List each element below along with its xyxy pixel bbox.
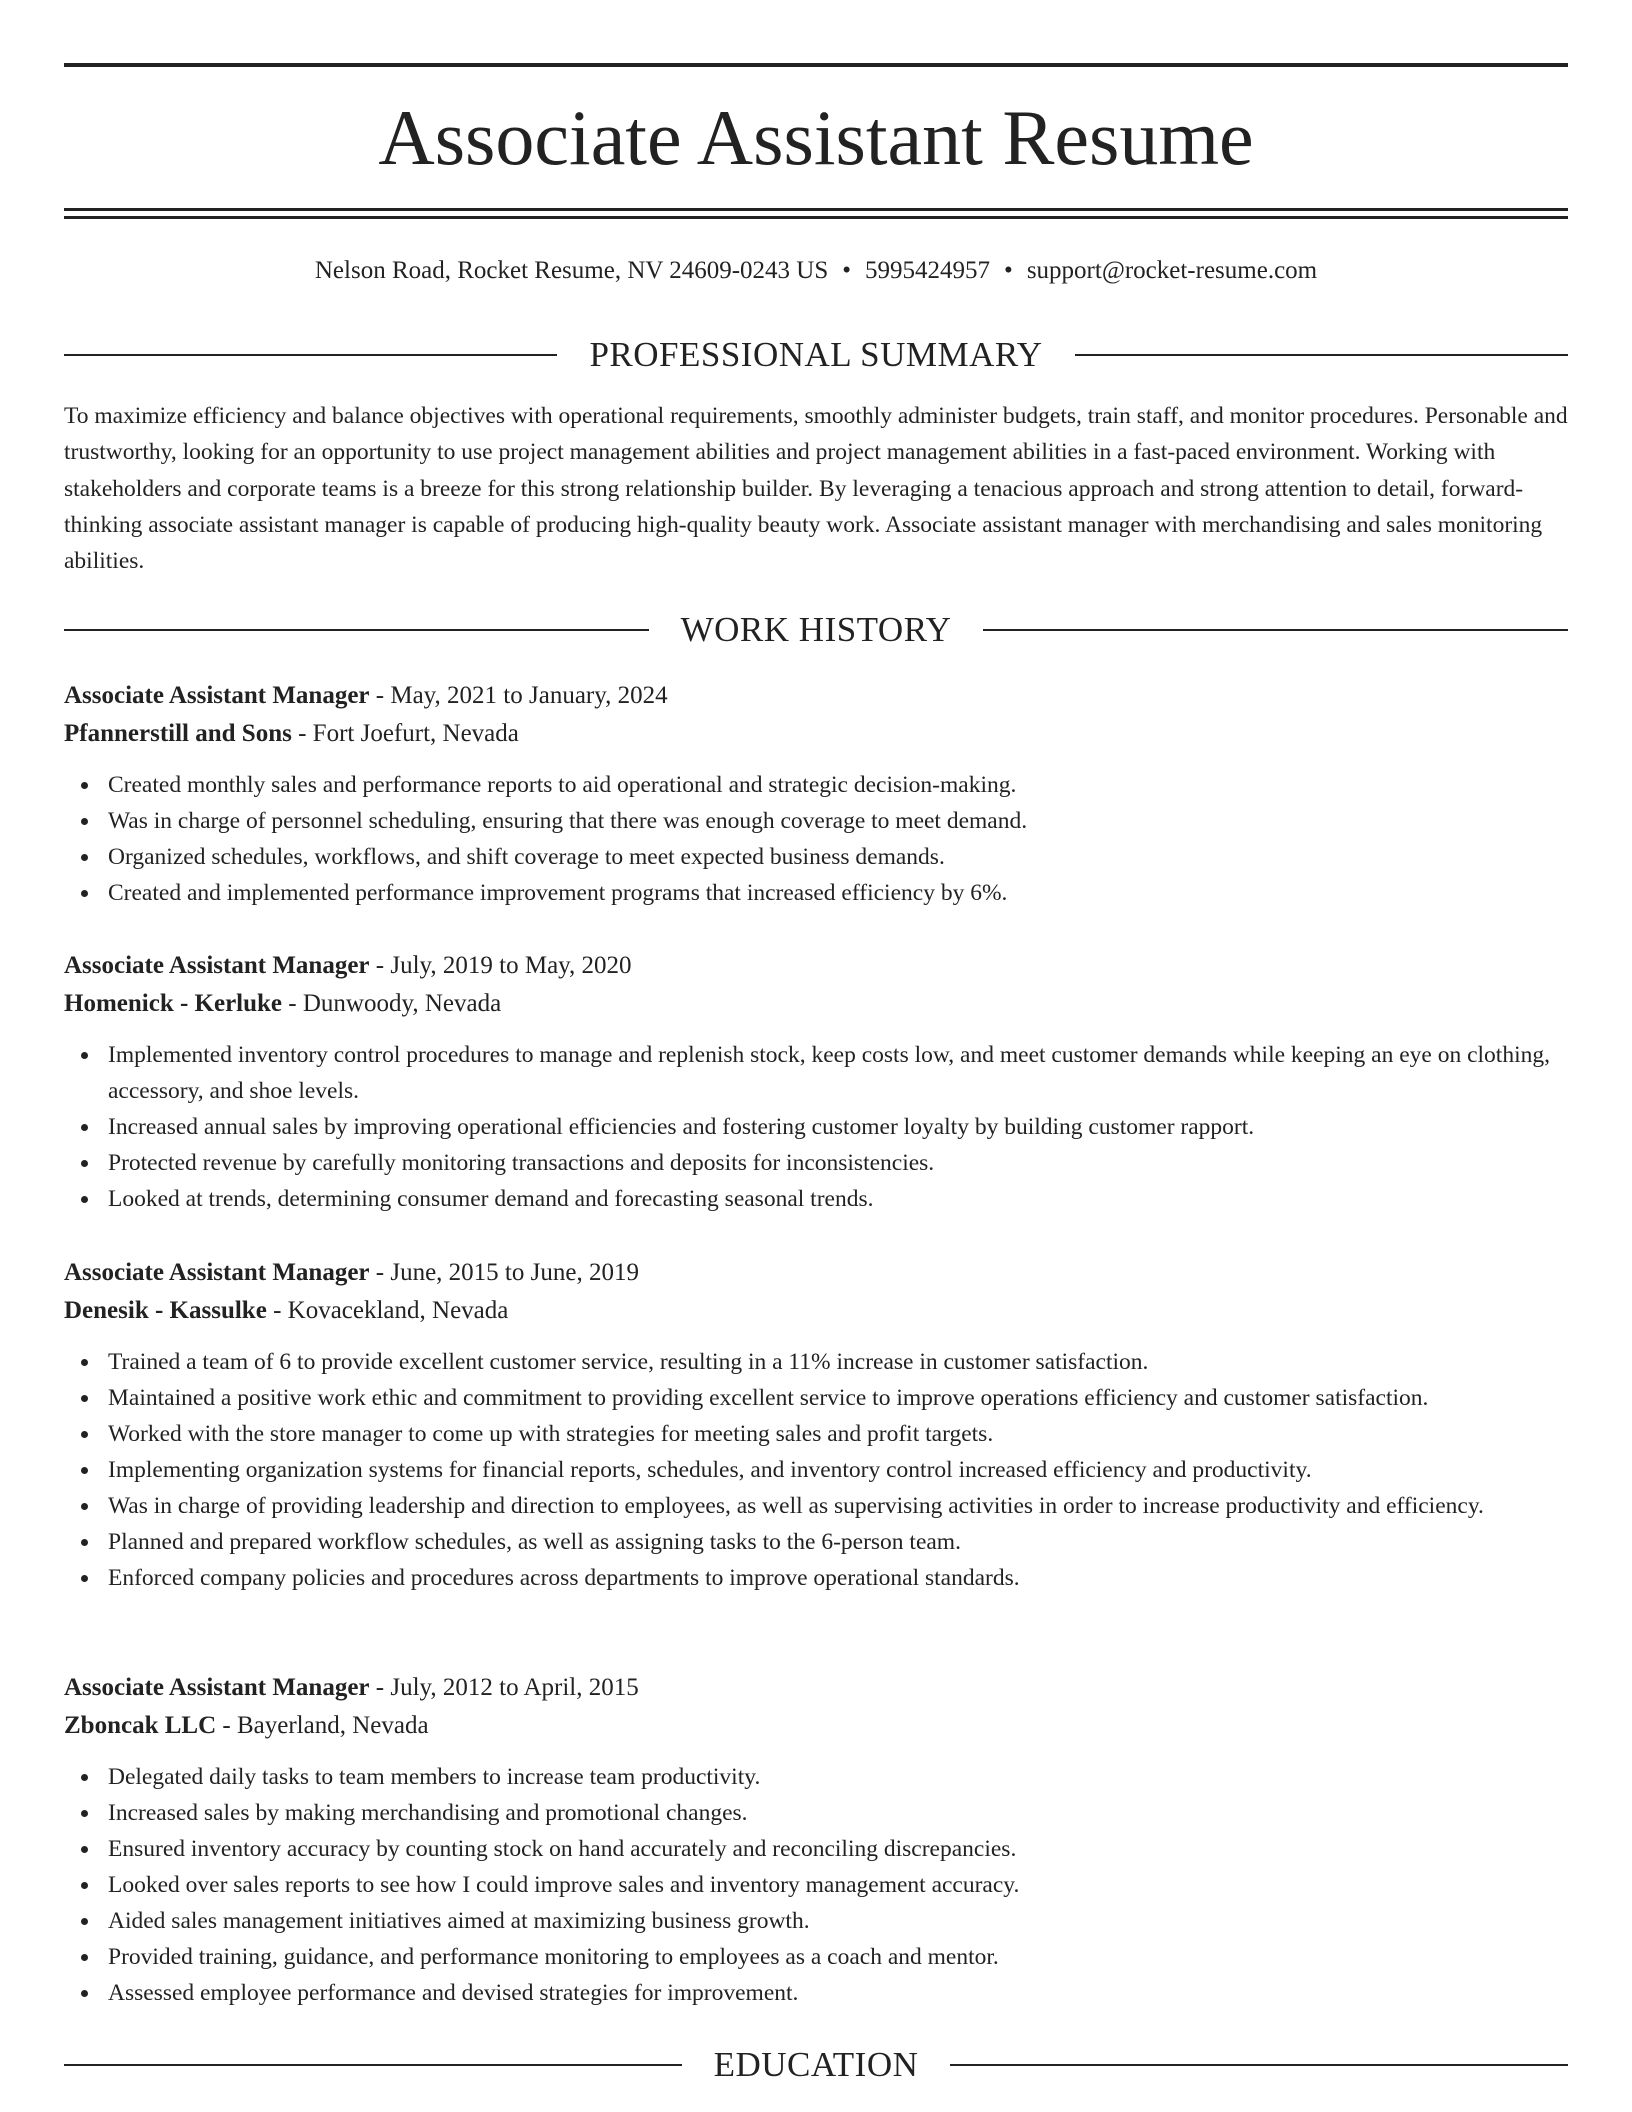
job-title: Associate Assistant Manager <box>64 1259 370 1286</box>
job-company: Homenick - Kerluke <box>64 990 283 1017</box>
job-bullet: Maintained a positive work ethic and commitment to providing excellent service to improve operations efficiency and customer satisfaction. <box>108 1380 1568 1416</box>
contact-email: support@rocket-resume.com <box>1026 257 1318 284</box>
job-company-line <box>64 1707 1568 1745</box>
job-bullet: Assessed employee performance and devised strategies for improvement. <box>108 1975 1568 2011</box>
job-entry <box>64 1254 1568 1596</box>
job-dates: - July, 2019 to May, 2020 <box>369 952 632 979</box>
job-bullet-list <box>64 767 1568 911</box>
section-title: WORK HISTORY <box>680 610 952 649</box>
job-bullet: Ensured inventory accuracy by counting stock on hand accurately and reconciling discrepancies. <box>108 1831 1568 1867</box>
job-bullet: Created monthly sales and performance reports to aid operational and strategic decision-making. <box>108 767 1568 803</box>
job-company-line <box>64 985 1568 1023</box>
job-company: Zboncak LLC <box>64 1712 217 1739</box>
job-location: - Fort Joefurt, Nevada <box>291 720 519 747</box>
job-bullet: Was in charge of providing leadership and direction to employees, as well as supervising activities in order to increase productivity and efficiency. <box>108 1488 1568 1524</box>
job-dates: - May, 2021 to January, 2024 <box>369 682 668 709</box>
contact-phone: 5995424957 <box>865 257 991 284</box>
job-bullet: Worked with the store manager to come up with strategies for meeting sales and profit targets. <box>108 1416 1568 1452</box>
contact-separator: • <box>1004 257 1013 284</box>
contact-separator: • <box>842 257 852 284</box>
summary-paragraph: To maximize efficiency and balance objectives with operational requirements, smoothly administer budgets, train staff, and monitor procedures. Personable and trustworthy, looking for an opportunity to use project management abilities and project management abilities in a fast-paced environment. Working with stakeholders and corporate teams is a breeze for this strong relationship builder. By leveraging a tenacious approach and strong attention to detail, forward-thinking associate assistant manager is capable of producing high-quality beauty work. Associate assistant manager with merchandising and sales monitoring abilities. <box>64 403 1568 575</box>
job-bullet: Protected revenue by carefully monitoring transactions and deposits for inconsistencies. <box>108 1145 1568 1181</box>
section-header-education <box>64 2043 1568 2087</box>
job-company: Denesik - Kassulke <box>64 1297 267 1324</box>
section-rule-right <box>1075 354 1568 356</box>
section-rule-left <box>64 354 557 356</box>
job-entry <box>64 947 1568 1217</box>
job-company-line <box>64 1292 1568 1330</box>
job-bullet: Was in charge of personnel scheduling, ensuring that there was enough coverage to meet demand. <box>108 803 1568 839</box>
top-rule <box>64 63 1568 67</box>
job-bullet-list <box>64 1344 1568 1596</box>
resume-title: Associate Assistant Resume <box>378 94 1254 181</box>
job-bullet-list <box>64 1037 1568 1217</box>
job-title-line <box>64 1254 1568 1292</box>
job-bullet: Provided training, guidance, and performance monitoring to employees as a coach and mentor. <box>108 1939 1568 1975</box>
job-bullet: Implementing organization systems for financial reports, schedules, and inventory control increased efficiency and productivity. <box>108 1452 1568 1488</box>
job-bullet: Implemented inventory control procedures to manage and replenish stock, keep costs low, and meet customer demands while keeping an eye on clothing, accessory, and shoe levels. <box>108 1037 1568 1109</box>
job-title: Associate Assistant Manager <box>64 682 370 709</box>
section-header-work <box>64 608 1568 652</box>
job-location: - Bayerland, Nevada <box>216 1712 429 1739</box>
job-dates: - June, 2015 to June, 2019 <box>369 1259 639 1286</box>
job-title: Associate Assistant Manager <box>64 952 370 979</box>
section-rule-right <box>983 629 1568 631</box>
job-dates: - July, 2012 to April, 2015 <box>369 1674 639 1701</box>
job-company-line <box>64 715 1568 753</box>
job-location: - Dunwoody, Nevada <box>282 990 502 1017</box>
job-bullet: Created and implemented performance improvement programs that increased efficiency by 6%. <box>108 875 1568 911</box>
section-header-summary <box>64 333 1568 377</box>
job-bullet: Trained a team of 6 to provide excellent customer service, resulting in a 11% increase in customer satisfaction. <box>108 1344 1568 1380</box>
job-bullet: Planned and prepared workflow schedules, as well as assigning tasks to the 6-person team. <box>108 1524 1568 1560</box>
job-entry <box>64 677 1568 911</box>
title-rule-upper <box>64 208 1568 211</box>
contact-address: Nelson Road, Rocket Resume, NV 24609-0243 US <box>314 257 829 284</box>
contact-line <box>64 253 1568 289</box>
section-rule-left <box>64 629 649 631</box>
job-bullet: Looked at trends, determining consumer demand and forecasting seasonal trends. <box>108 1181 1568 1217</box>
job-bullet: Increased sales by making merchandising and promotional changes. <box>108 1795 1568 1831</box>
job-title-line <box>64 1669 1568 1707</box>
job-title-line <box>64 677 1568 715</box>
section-title: EDUCATION <box>713 2045 919 2084</box>
job-bullet: Organized schedules, workflows, and shift coverage to meet expected business demands. <box>108 839 1568 875</box>
section-rule-right <box>950 2064 1568 2066</box>
job-bullet: Looked over sales reports to see how I could improve sales and inventory management accuracy. <box>108 1867 1568 1903</box>
job-title-line <box>64 947 1568 985</box>
job-bullet: Aided sales management initiatives aimed at maximizing business growth. <box>108 1903 1568 1939</box>
job-title: Associate Assistant Manager <box>64 1674 370 1701</box>
job-company: Pfannerstill and Sons <box>64 720 292 747</box>
job-location: - Kovacekland, Nevada <box>266 1297 509 1324</box>
job-bullet: Delegated daily tasks to team members to increase team productivity. <box>108 1759 1568 1795</box>
job-bullet: Enforced company policies and procedures across departments to improve operational standards. <box>108 1560 1568 1596</box>
title-rule-lower <box>64 216 1568 219</box>
job-bullet: Increased annual sales by improving operational efficiencies and fostering customer loyalty by building customer rapport. <box>108 1109 1568 1145</box>
section-rule-left <box>64 2064 682 2066</box>
job-entry <box>64 1669 1568 2011</box>
job-bullet-list <box>64 1759 1568 2011</box>
section-title: PROFESSIONAL SUMMARY <box>589 335 1043 374</box>
